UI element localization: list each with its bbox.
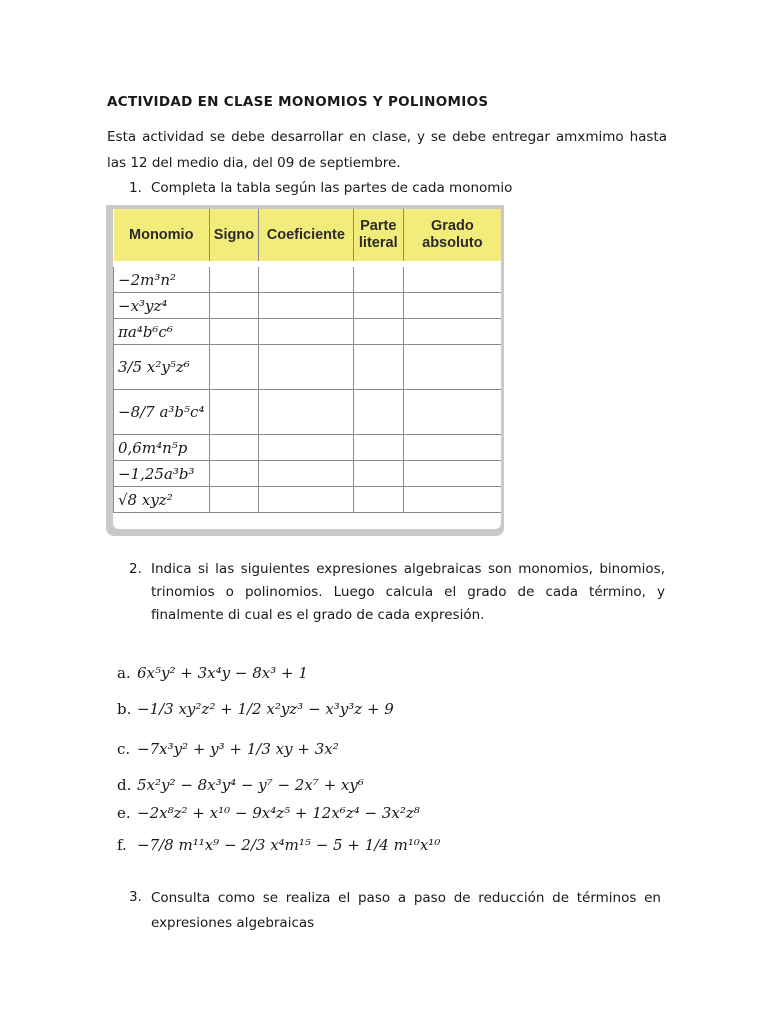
answer-cell[interactable]	[403, 264, 501, 293]
expression-label: a.	[117, 664, 131, 682]
expression-label: d.	[117, 776, 132, 794]
answer-cell[interactable]	[258, 293, 353, 319]
list-item	[117, 700, 394, 718]
table-row	[114, 435, 502, 461]
table-row	[114, 293, 502, 319]
answer-cell[interactable]	[258, 435, 353, 461]
answer-cell[interactable]	[209, 487, 258, 513]
answer-cell[interactable]	[258, 390, 353, 435]
table-row	[114, 264, 502, 293]
answer-cell[interactable]	[403, 390, 501, 435]
list-item	[117, 836, 440, 854]
header-coeficiente: Coeficiente	[258, 209, 353, 264]
answer-cell[interactable]	[353, 487, 403, 513]
answer-cell[interactable]	[353, 293, 403, 319]
answer-cell[interactable]	[258, 461, 353, 487]
answer-cell[interactable]	[209, 293, 258, 319]
answer-cell[interactable]	[258, 345, 353, 390]
expression-text: 5x²y² − 8x³y⁴ − y⁷ − 2x⁷ + xy⁶	[137, 776, 364, 794]
expression-text: −2x⁸z² + x¹⁰ − 9x⁴z⁵ + 12x⁶z⁴ − 3x²z⁸	[137, 804, 420, 822]
expression-label: e.	[117, 804, 131, 822]
monomial-cell: −x³yz⁴	[114, 293, 210, 319]
header-monomio: Monomio	[114, 209, 210, 264]
question-2	[129, 558, 667, 628]
header-parte-literal: Parte literal	[353, 209, 403, 264]
monomial-table-figure	[106, 205, 504, 536]
expression-label: f.	[117, 836, 127, 854]
answer-cell[interactable]	[258, 319, 353, 345]
answer-cell[interactable]	[403, 487, 501, 513]
monomial-cell: −1,25a³b³	[114, 461, 210, 487]
question-number: 3.	[129, 889, 142, 905]
list-item	[117, 740, 339, 758]
answer-cell[interactable]	[353, 461, 403, 487]
intro-paragraph: Esta actividad se debe desarrollar en clase, y se debe entregar amxmimo hasta las 12 del medio dia, del 09 de septiembre.	[107, 129, 667, 171]
header-signo: Signo	[209, 209, 258, 264]
expression-label: c.	[117, 740, 131, 758]
question-number: 2.	[129, 561, 142, 577]
answer-cell[interactable]	[403, 461, 501, 487]
answer-cell[interactable]	[403, 319, 501, 345]
answer-cell[interactable]	[353, 435, 403, 461]
monomial-cell: −8/7 a³b⁵c⁴	[114, 390, 210, 435]
monomial-table	[113, 209, 501, 513]
list-item	[117, 776, 364, 794]
list-item	[117, 804, 420, 822]
page-title: ACTIVIDAD EN CLASE MONOMIOS Y POLINOMIOS	[107, 94, 489, 110]
monomial-cell: 0,6m⁴n⁵p	[114, 435, 210, 461]
expression-label: b.	[117, 700, 132, 718]
answer-cell[interactable]	[209, 264, 258, 293]
monomial-cell: √8 xyz²	[114, 487, 210, 513]
answer-cell[interactable]	[353, 345, 403, 390]
question-text: Indica si las siguientes expresiones algebraicas son monomios, binomios, trinomios o polinomios. Luego calcula el grado de cada término, y finalmente di cual es el grado de cada expresión.	[151, 561, 665, 623]
answer-cell[interactable]	[258, 487, 353, 513]
expression-text: −7/8 m¹¹x⁹ − 2/3 x⁴m¹⁵ − 5 + 1/4 m¹⁰x¹⁰	[137, 836, 441, 854]
answer-cell[interactable]	[209, 390, 258, 435]
answer-cell[interactable]	[209, 345, 258, 390]
question-number: 1.	[129, 180, 142, 196]
answer-cell[interactable]	[353, 319, 403, 345]
monomial-cell: −2m³n²	[114, 264, 210, 293]
answer-cell[interactable]	[209, 435, 258, 461]
answer-cell[interactable]	[403, 293, 501, 319]
monomial-cell: πa⁴b⁶c⁶	[114, 319, 210, 345]
question-3	[129, 886, 667, 936]
question-text: Consulta como se realiza el paso a paso de reducción de términos en expresiones algebraicas	[151, 890, 661, 931]
table-row	[114, 345, 502, 390]
expression-text: 6x⁵y² + 3x⁴y − 8x³ + 1	[137, 664, 308, 682]
answer-cell[interactable]	[353, 390, 403, 435]
table-row	[114, 487, 502, 513]
answer-cell[interactable]	[209, 461, 258, 487]
expression-text: −1/3 xy²z² + 1/2 x²yz³ − x³y³z + 9	[137, 700, 394, 718]
header-grado-absoluto: Grado absoluto	[403, 209, 501, 264]
list-item	[117, 664, 308, 682]
expression-text: −7x³y² + y³ + 1/3 xy + 3x²	[137, 740, 339, 758]
monomial-cell: 3/5 x²y⁵z⁶	[114, 345, 210, 390]
answer-cell[interactable]	[403, 345, 501, 390]
answer-cell[interactable]	[403, 435, 501, 461]
answer-cell[interactable]	[209, 319, 258, 345]
table-row	[114, 319, 502, 345]
answer-cell[interactable]	[258, 264, 353, 293]
question-text: Completa la tabla según las partes de cada monomio	[151, 180, 513, 196]
answer-cell[interactable]	[353, 264, 403, 293]
table-row	[114, 390, 502, 435]
table-row	[114, 461, 502, 487]
